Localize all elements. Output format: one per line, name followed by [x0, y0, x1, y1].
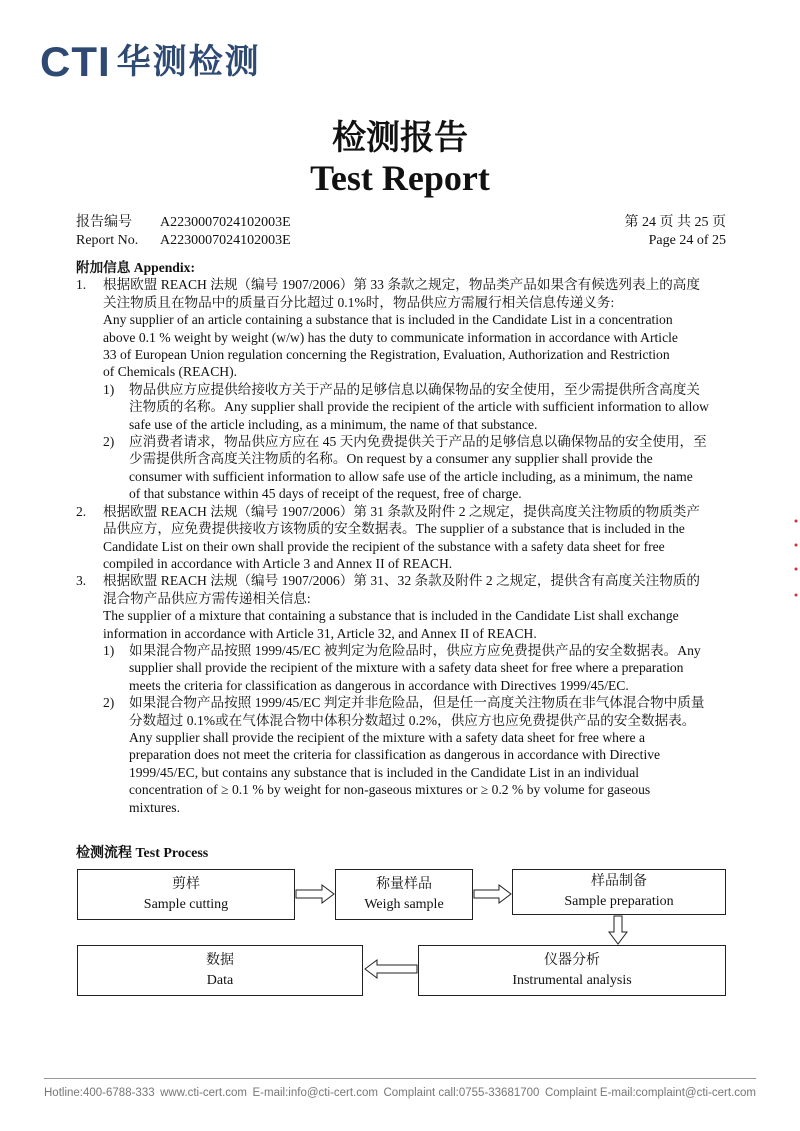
- footer-email[interactable]: E-mail:info@cti-cert.com: [252, 1087, 378, 1099]
- text-line: 根据欧盟 REACH 法规（编号 1907/2006）第 31、32 条款及附件 2 之规定，提供含有高度关注物质的: [103, 573, 700, 589]
- test-process-heading: 检测流程 Test Process: [76, 846, 209, 861]
- report-no-label-en: Report No.: [76, 233, 139, 248]
- page-footer: [44, 1087, 756, 1099]
- text-line: Any supplier shall provide the recipient of the mixture with a safety data sheet for free where a: [129, 729, 645, 745]
- item-number: 2.: [76, 503, 87, 519]
- text-line: 品供应方，应免费提供接收方该物质的安全数据表。The supplier of a substance that is included in the: [103, 521, 685, 537]
- text-line: 应消费者请求，物品供应方应在 45 天内免费提供关于产品的足够信息以确保物品的安全使用，至: [129, 434, 707, 450]
- logo-brand: CTI: [40, 38, 111, 85]
- item-number: 1.: [76, 277, 87, 293]
- text-line: Candidate List on their own shall provide the recipient of the substance with a safety data sheet for free: [103, 538, 665, 554]
- footer-hotline: Hotline:400-6788-333: [44, 1087, 155, 1099]
- text-line: of Chemicals (REACH).: [103, 364, 238, 380]
- step-label-cn: 剪样: [172, 876, 200, 892]
- text-line: compiled in accordance with Article 3 and Annex II of REACH.: [103, 555, 453, 571]
- text-line: supplier shall provide the recipient of the mixture with a safety data sheet for free where a preparation: [129, 660, 684, 676]
- step-label-en: Sample cutting: [143, 896, 229, 912]
- sub-item-number: 1): [103, 381, 115, 397]
- report-title-cn: 检测报告: [332, 118, 468, 158]
- item-number: 3.: [76, 573, 87, 589]
- footer-website[interactable]: www.cti-cert.com: [160, 1087, 248, 1099]
- text-line: information in accordance with Article 31, Article 32, and Annex II of REACH.: [103, 625, 537, 641]
- page-number-cn: 第 24 页 共 25 页: [624, 215, 726, 230]
- step-label-cn: 数据: [206, 952, 234, 968]
- step-label-en: Data: [206, 972, 234, 988]
- text-line: 混合物产品供应方需传递相关信息:: [103, 590, 311, 606]
- text-line: mixtures.: [129, 799, 180, 815]
- report-no-label-cn: 报告编号: [76, 215, 132, 230]
- text-line: 根据欧盟 REACH 法规（编号 1907/2006）第 31 条款及附件 2 之规定，提供高度关注物质的物质类产: [103, 503, 700, 519]
- text-line: Any supplier of an article containing a substance that is included in the Candidate List in a concentration: [103, 312, 673, 328]
- text-line: 注物质的名称。Any supplier shall provide the recipient of the article with sufficient information to allow: [129, 399, 709, 415]
- text-line: meets the criteria for classification as dangerous in accordance with Directives 1999/45/EC.: [129, 677, 629, 693]
- report-no-cn: A2230007024102003E: [160, 215, 291, 230]
- text-line: 关注物质且在物品中的质量百分比超过 0.1%时，物品供应方需履行相关信息传递义务:: [103, 294, 615, 310]
- text-line: 1999/45/EC, but contains any substance that is included in the Candidate List in an individual: [129, 764, 640, 780]
- text-line: 分数超过 0.1%或在气体混合物中体积分数超过 0.2%，供应方也应免费提供产品的安全数据表。: [129, 712, 696, 728]
- text-line: 物品供应方应提供给接收方关于产品的足够信息以确保物品的安全使用，至少需提供所含高度关: [129, 381, 700, 397]
- logo-name-cn: 华测检测: [116, 42, 261, 82]
- arrow-right-icon: [296, 885, 334, 903]
- footer-complaint-email[interactable]: Complaint E-mail:complaint@cti-cert.com: [544, 1087, 756, 1099]
- report-no-en: A2230007024102003E: [160, 233, 291, 248]
- page-number-en: Page 24 of 25: [648, 233, 726, 248]
- step-label-cn: 称量样品: [376, 876, 432, 892]
- text-line: 少需提供所含高度关注物质的名称。On request by a consumer any supplier shall provide the: [129, 451, 653, 467]
- text-line: 33 of European Union regulation concerning the Registration, Evaluation, Authorization and Restriction: [103, 347, 670, 363]
- footer-divider: [44, 1078, 756, 1079]
- text-line: 如果混合物产品按照 1999/45/EC 判定并非危险品，但是任一高度关注物质在非气体混合物中质量: [129, 695, 705, 711]
- sub-item-number: 2): [103, 695, 115, 711]
- arrow-left-icon: [365, 960, 417, 978]
- text-line: above 0.1 % weight by weight (w/w) has the duty to communicate information in accordance with Article: [103, 329, 678, 345]
- sub-item-number: 2): [103, 434, 115, 450]
- text-line: concentration of ≥ 0.1 % by weight for non-gaseous mixtures or ≥ 0.2 % by volume for gaseous: [129, 782, 651, 798]
- text-line: consumer with sufficient information to allow safe use of the article including, as a minimum, the name: [129, 468, 693, 484]
- seal-fragment: [792, 515, 798, 612]
- step-label-en: Instrumental analysis: [512, 972, 632, 988]
- arrow-down-icon: [609, 916, 627, 944]
- text-line: of that substance within 45 days of receipt of the request, free of charge.: [129, 486, 522, 502]
- sub-item-number: 1): [103, 642, 115, 658]
- text-line: The supplier of a mixture that containing a substance that is included in the Candidate List shall exchange: [103, 608, 679, 624]
- appendix-heading: 附加信息 Appendix:: [76, 260, 195, 275]
- arrow-right-icon: [474, 885, 511, 903]
- step-label-cn: 样品制备: [591, 874, 647, 889]
- footer-complaint-call: Complaint call:0755-33681700: [383, 1087, 540, 1099]
- text-line: safe use of the article including, as a minimum, the name of that substance.: [129, 416, 538, 432]
- step-label-cn: 仪器分析: [544, 952, 600, 968]
- step-label-en: Sample preparation: [564, 894, 674, 909]
- text-line: preparation does not meet the criteria for classification as dangerous in accordance with Directive: [129, 747, 661, 763]
- report-title-en: Test Report: [310, 158, 490, 198]
- text-line: 如果混合物产品按照 1999/45/EC 被判定为危险品时，供应方应免费提供产品的安全数据表。Any: [129, 642, 701, 658]
- text-line: 根据欧盟 REACH 法规（编号 1907/2006）第 33 条款之规定，物品类产品如果含有候选列表上的高度: [103, 277, 700, 293]
- step-label-en: Weigh sample: [364, 896, 444, 912]
